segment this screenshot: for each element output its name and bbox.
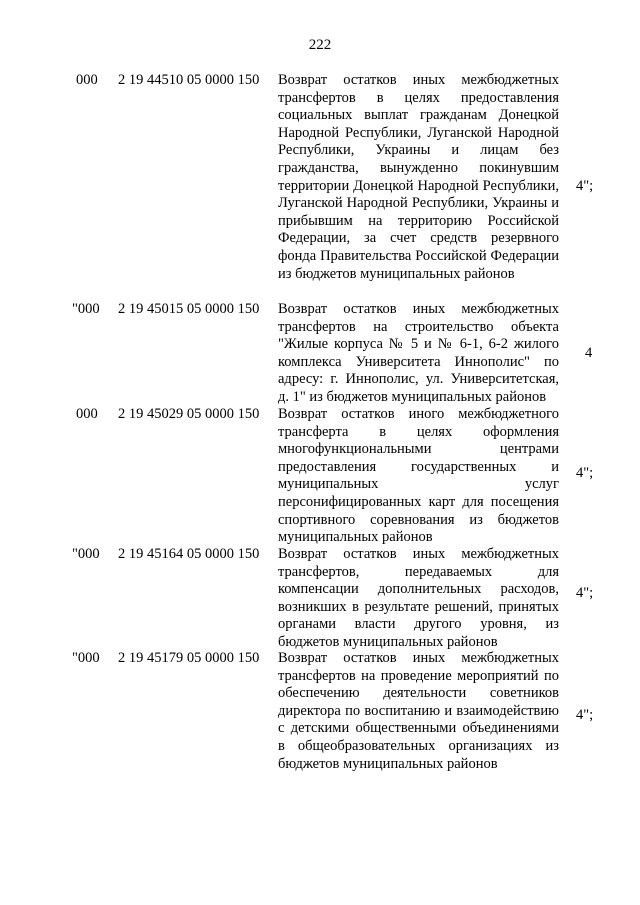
row-value: 4"; — [576, 585, 594, 601]
table-row — [0, 406, 640, 546]
income-name: Возврат остатков иных межбюджетных трансфертов на проведение мероприятий по обеспечению деятельности советников директора по воспитанию и взаимодействию с детскими общественными объединениями в общеобразовательных организациях из бюджетов муниципальных районов — [278, 650, 559, 772]
row-value: 4"; — [576, 707, 594, 723]
income-name: Возврат остатков иных межбюджетных трансфертов в целях предоставления социальных выплат гражданам Донецкой Народной Республики, Луганской Народной Республики, Украины и лицам без гражданства, вынужденно покинувшим территории Донецкой Народной Республики, Луганской Народной Республики, Украины и прибывшим на территорию Российской Федерации, за счет средств резервного фонда Правительства Российской Федерации из бюджетов муниципальных районов — [278, 72, 559, 282]
table-row — [0, 650, 640, 810]
income-name: Возврат остатков иного межбюджетного трансферта в целях оформления многофункциональными центрами предоставления государственных и муниципальных услуг персонифицированных карт для посещения спортивного соревнования из бюджетов муниципальных районов — [278, 406, 559, 546]
budget-classification-code: 2 19 45029 05 0000 150 — [118, 406, 260, 422]
table-row — [0, 546, 640, 652]
admin-code: "000 — [72, 301, 100, 317]
budget-classification-code: 2 19 45015 05 0000 150 — [118, 301, 260, 317]
budget-classification-code: 2 19 45179 05 0000 150 — [118, 650, 260, 666]
page-number: 222 — [308, 37, 332, 53]
admin-code: 000 — [76, 406, 98, 422]
table-row — [0, 301, 640, 407]
row-value: 4"; — [576, 178, 594, 194]
income-name: Возврат остатков иных межбюджетных трансфертов на строительство объекта "Жилые корпуса № 5 и № 6-1, 6-2 жилого комплекса Университета Иннополис" по адресу: г. Иннополис, ул. Университетская, д. 1" из бюджетов муниципальных районов — [278, 301, 559, 405]
budget-classification-code: 2 19 45164 05 0000 150 — [118, 546, 260, 562]
budget-classification-code: 2 19 44510 05 0000 150 — [118, 72, 260, 88]
admin-code: "000 — [72, 546, 100, 562]
table-row — [0, 72, 640, 300]
admin-code: 000 — [76, 72, 98, 88]
admin-code: "000 — [72, 650, 100, 666]
row-value: 4"; — [576, 465, 594, 481]
income-name: Возврат остатков иных межбюджетных трансфертов, передаваемых для компенсации дополнительных расходов, возникших в результате решений, принятых органами власти другого уровня, из бюджетов муниципальных районов — [278, 546, 559, 650]
row-value: 4 — [585, 345, 593, 361]
